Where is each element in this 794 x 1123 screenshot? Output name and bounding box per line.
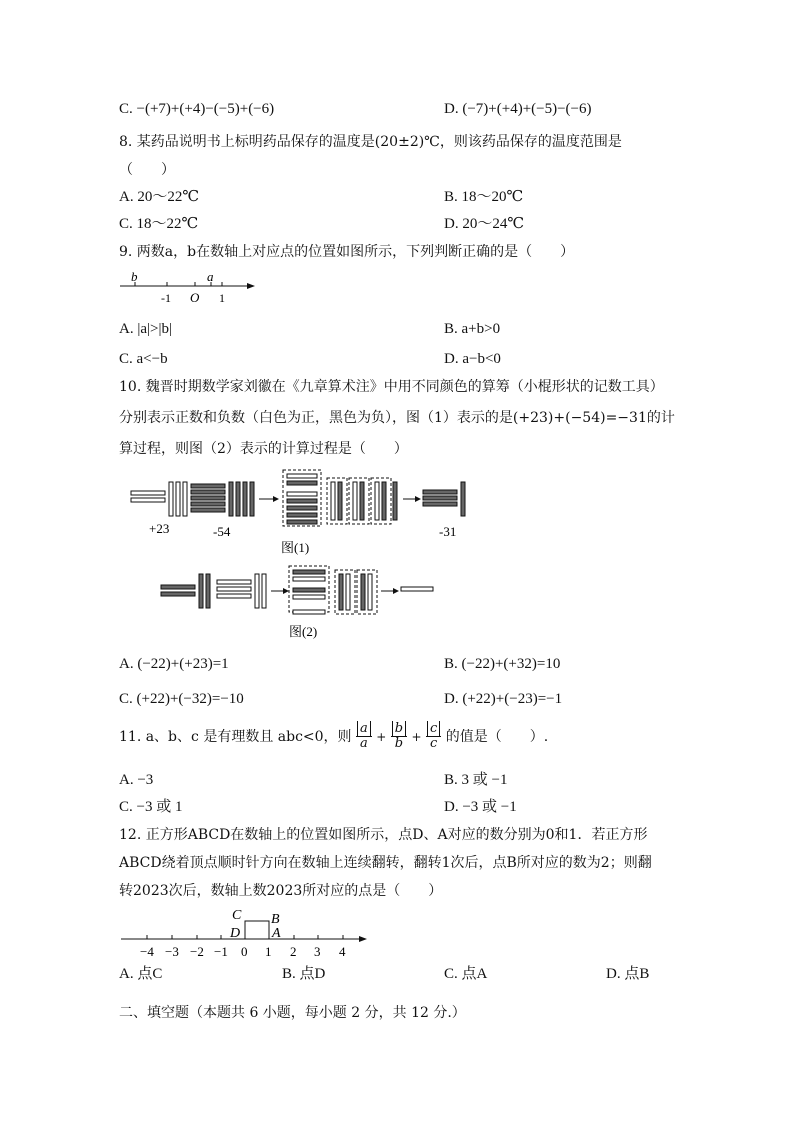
q12-line2: ABCD绕着顶点顺时针方向在数轴上连续翻转，翻转1次后，点B所对应的数为2；则翻: [119, 855, 652, 871]
q12-tick-3: 3: [314, 944, 321, 959]
q11-option-d: D. −3 或 −1: [444, 799, 517, 815]
q10-line2: 分别表示正数和负数（白色为正，黑色为负），图（1）表示的是(+23)+(−54)=−31的计: [119, 410, 675, 426]
q10-option-c: C. (+22)+(−32)=−10: [119, 691, 244, 707]
q12-label-a: A: [272, 926, 281, 941]
q12-option-d: D. 点B: [606, 966, 650, 982]
q12-tick-neg1: −1: [214, 944, 228, 959]
q9-label-one: 1: [219, 291, 225, 305]
q9-option-b: B. a+b>0: [444, 321, 501, 337]
q12-label-c: C: [232, 908, 242, 923]
q12-number-line: [115, 905, 375, 960]
q8-option-d: D. 20～24℃: [444, 216, 525, 232]
q12-label-b: B: [271, 912, 280, 927]
q12-tick-neg2: −2: [190, 944, 204, 959]
q8-stem: 8. 某药品说明书上标明药品保存的温度是(20±2)℃，则该药品保存的温度范围是: [119, 134, 622, 150]
q10-option-d: D. (+22)+(−23)=−1: [444, 691, 563, 707]
q12-tick-neg3: −3: [165, 944, 179, 959]
fig1-label-plus23: +23: [149, 521, 170, 536]
q12-option-a: A. 点C: [119, 966, 163, 982]
q9-option-d: D. a−b<0: [444, 351, 501, 367]
q7-option-c: C. −(+7)+(+4)−(−5)+(−6): [119, 101, 275, 117]
fig2-caption: 图(2): [289, 624, 318, 639]
fig1-caption: 图(1): [281, 540, 310, 555]
q8-option-b: B. 18～20℃: [444, 189, 524, 205]
q10-line1: 10. 魏晋时期数学家刘徽在《九章算术注》中用不同颜色的算筹（小棍形状的记数工具）: [119, 379, 664, 395]
q10-line3: 算过程，则图（2）表示的计算过程是（ ）: [119, 441, 408, 457]
q12-label-d: D: [230, 926, 241, 941]
q9-stem: 9. 两数a，b在数轴上对应点的位置如图所示，下列判断正确的是（ ）: [119, 244, 575, 260]
q7-option-d: D. (−7)+(+4)+(−5)−(−6): [444, 101, 592, 117]
fig1-label-minus54: -54: [213, 524, 231, 539]
q11-stem-post: 的值是（ ）.: [445, 728, 549, 745]
q9-label-origin: O: [190, 290, 200, 305]
q8-paren: （ ）: [119, 162, 175, 178]
q9-label-b: b: [131, 269, 138, 284]
q11-option-a: A. −3: [119, 772, 154, 788]
q12-option-c: C. 点A: [444, 966, 488, 982]
q11-option-c: C. −3 或 1: [119, 799, 183, 815]
q8-option-c: C. 18～22℃: [119, 216, 199, 232]
q9-label-neg1: -1: [161, 291, 171, 305]
q10-option-a: A. (−22)+(+23)=1: [119, 656, 229, 672]
q9-option-a: A. |a|>|b|: [119, 321, 172, 337]
q9-label-a: a: [207, 269, 214, 284]
q11-fraction-a: $\frac{a}{a}$: [356, 722, 372, 752]
q12-tick-2: 2: [290, 944, 297, 959]
q11-fraction-b: $\frac{b}{b}$: [391, 722, 407, 752]
q11-fraction-c: $\frac{c}{c}$: [426, 722, 441, 752]
q12-line1: 12. 正方形ABCD在数轴上的位置如图所示，点D、A对应的数分别为0和1．若正方形: [119, 827, 648, 843]
q8-option-a: A. 20～22℃: [119, 189, 200, 205]
q10-figure-2: [155, 562, 445, 642]
section-2-heading: 二、填空题（本题共 6 小题，每小题 2 分，共 12 分.）: [119, 1005, 466, 1021]
q12-tick-1: 1: [265, 944, 272, 959]
q10-option-b: B. (−22)+(+32)=10: [444, 656, 561, 672]
q12-line3: 转2023次后，数轴上数2023所对应的点是（ ）: [119, 883, 443, 899]
q11-stem-pre: 11. a、b、c 是有理数且 abc<0，则: [119, 728, 352, 745]
q10-figure-1: [125, 468, 475, 563]
fig1-label-minus31: -31: [439, 524, 457, 539]
q12-tick-4: 4: [339, 944, 346, 959]
q11-stem: 11. a、b、c 是有理数且 abc<0，则 $\frac{a}{a}$ + $\frac{b}{b}$ + $\frac{c}{c}$ 的值是（ ）.: [119, 721, 549, 752]
q12-tick-neg4: −4: [140, 944, 154, 959]
q9-number-line: [115, 268, 260, 308]
q11-option-b: B. 3 或 −1: [444, 772, 508, 788]
q12-tick-0: 0: [241, 944, 248, 959]
q9-option-c: C. a<−b: [119, 351, 168, 367]
q12-option-b: B. 点D: [282, 966, 326, 982]
